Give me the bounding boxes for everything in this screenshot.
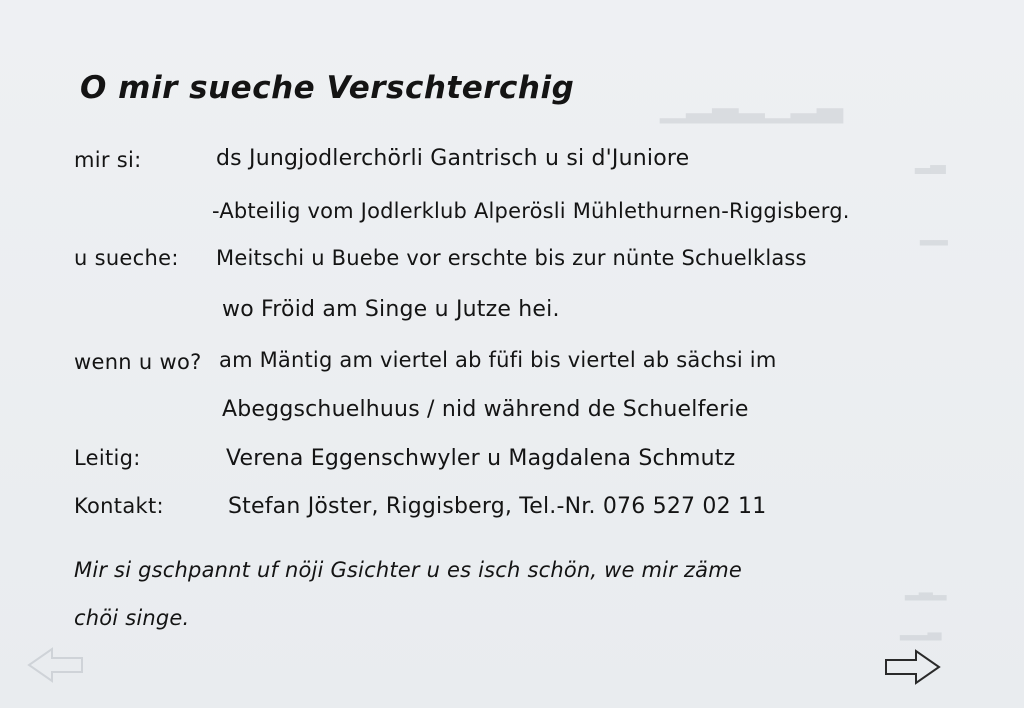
page-title: O mir sueche Verschterchig	[80, 70, 575, 106]
bleed-through-mark: ▂▂	[920, 225, 948, 246]
closing-line: chöi singe.	[74, 606, 190, 630]
right-arrow-icon[interactable]	[884, 648, 942, 686]
label-u-sueche: u sueche:	[74, 246, 179, 270]
label-wenn-u-wo: wenn u wo?	[74, 350, 202, 374]
bleed-through-mark: ▂▃	[915, 150, 946, 174]
text-line: ds Jungjodlerchörli Gantrisch u si d'Juniore	[216, 146, 690, 171]
bleed-through-mark: ▂▃▂	[905, 580, 947, 601]
label-mir-si: mir si:	[74, 148, 142, 172]
text-line: Verena Eggenschwyler u Magdalena Schmutz	[226, 446, 736, 471]
bleed-through-mark: ▁▂▃▂▁▂▃	[660, 84, 844, 124]
label-kontakt: Kontakt:	[74, 494, 164, 518]
bleed-through-mark: ▂▂▃	[900, 620, 942, 641]
text-line: am Mäntig am viertel ab füfi bis viertel ab sächsi im	[219, 348, 777, 372]
contact-line: Stefan Jöster, Riggisberg, Tel.-Nr. 076 527 02 11	[228, 494, 767, 519]
text-line: wo Fröid am Singe u Jutze hei.	[222, 297, 560, 322]
closing-line: Mir si gschpannt uf nöji Gsichter u es isch schön, we mir zäme	[74, 558, 742, 582]
text-line: -Abteilig vom Jodlerklub Alperösli Mühlethurnen-Riggisberg.	[212, 199, 850, 223]
text-line: Meitschi u Buebe vor erschte bis zur nünte Schuelklass	[216, 246, 807, 270]
text-line: Abeggschuelhuus / nid während de Schuelferie	[222, 397, 749, 422]
label-leitig: Leitig:	[74, 446, 141, 470]
left-arrow-icon	[26, 646, 84, 684]
